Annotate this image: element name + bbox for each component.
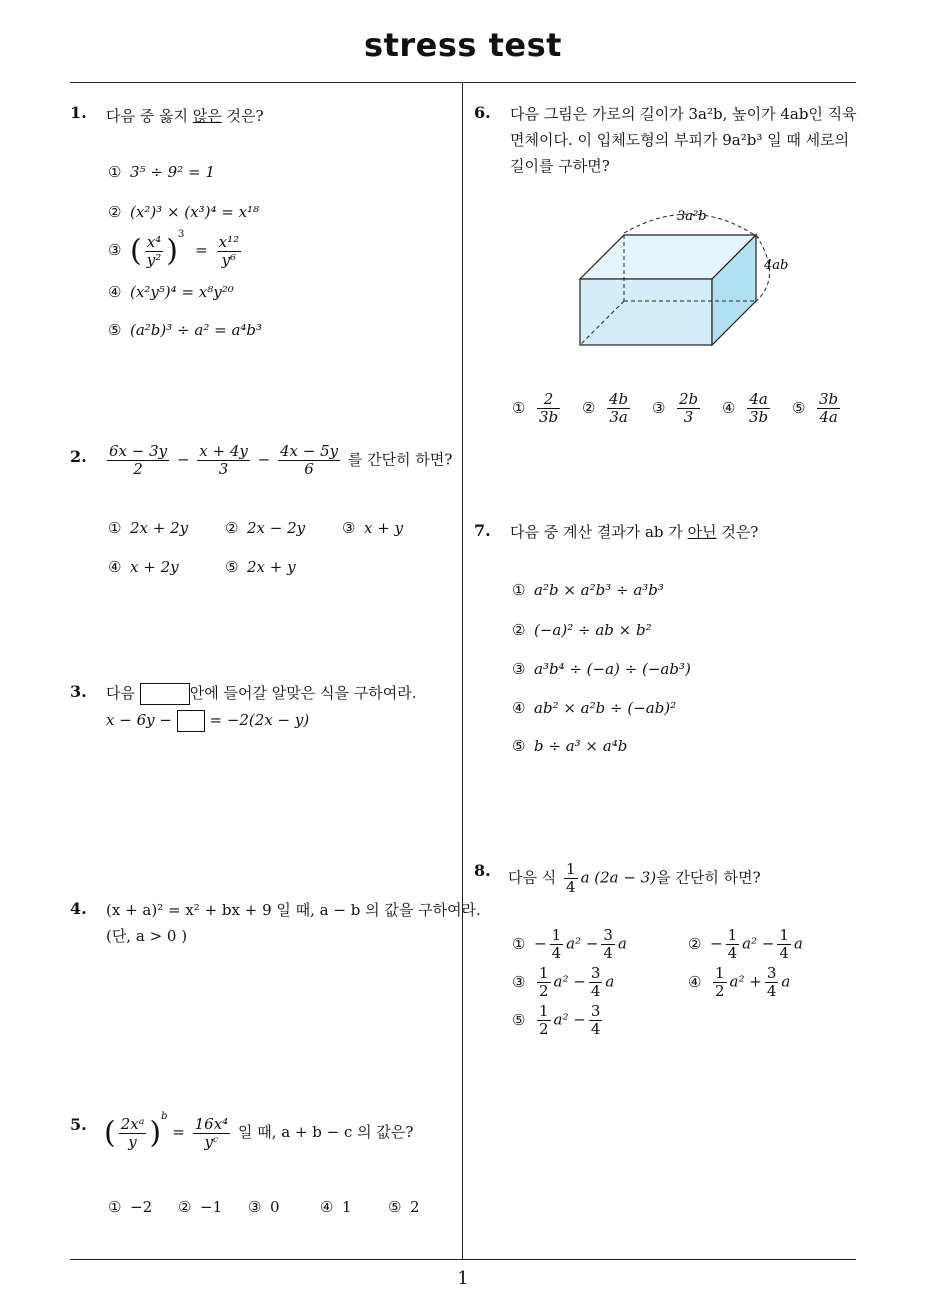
equals-sign: = — [195, 241, 208, 259]
fraction-numerator: 6x − 3y — [109, 442, 168, 460]
fraction-numerator: 16x⁴ — [194, 1114, 229, 1133]
option-mark: ⑤ — [512, 737, 526, 755]
option-mark: ③ — [342, 519, 356, 537]
fraction-denominator: 3a — [609, 408, 628, 426]
option-expression: a² − — [566, 934, 599, 953]
option-expression: ab² × a²b ÷ (−ab)² — [534, 699, 677, 717]
fraction — [107, 443, 169, 478]
fraction-denominator: yᶜ — [204, 1132, 219, 1151]
option-expression: (a²b)³ ÷ a² = a⁴b³ — [130, 321, 263, 339]
page-number: 1 — [457, 1268, 469, 1289]
fraction — [817, 391, 840, 426]
question-text — [510, 521, 758, 542]
fraction-numerator: 1 — [551, 926, 562, 944]
fraction — [217, 234, 242, 269]
option-expression: 2x + y — [247, 558, 296, 576]
option-sign: − — [534, 934, 547, 953]
option-expression: a — [605, 972, 615, 991]
question-text — [104, 1111, 413, 1151]
fraction-denominator: 2 — [539, 982, 549, 1000]
question-number: 8. — [474, 861, 491, 880]
column-divider — [462, 83, 463, 1260]
fraction-denominator: 2 — [715, 982, 725, 1000]
fraction — [726, 927, 740, 962]
option-5[interactable] — [792, 391, 843, 426]
fraction-numerator: 3 — [603, 926, 613, 944]
cuboid-front-face — [580, 279, 712, 345]
option-2[interactable] — [225, 519, 305, 537]
option-expression: −1 — [200, 1198, 223, 1216]
option-mark: ① — [512, 398, 526, 417]
paren-open: ( — [130, 233, 142, 269]
equals-sign: = — [172, 1123, 185, 1141]
option-mark: ③ — [248, 1198, 262, 1216]
top-rule — [70, 82, 856, 83]
option-mark: ② — [178, 1198, 192, 1216]
fraction-denominator: 3 — [683, 408, 694, 426]
option-4[interactable] — [722, 391, 773, 426]
fraction-numerator: 4x − 5y — [280, 442, 339, 460]
option-mark: ② — [225, 519, 239, 537]
question-text — [104, 443, 452, 478]
fraction — [601, 927, 615, 962]
question-text-part: 다음 — [106, 684, 135, 702]
option-mark: ④ — [108, 283, 122, 301]
option-1[interactable] — [512, 927, 627, 962]
figure-top-label: 3a²b — [677, 209, 707, 224]
fraction — [713, 965, 727, 1000]
option-mark: ⑤ — [792, 398, 806, 417]
question-number: 1. — [70, 103, 87, 122]
option-5[interactable] — [225, 558, 296, 576]
option-expression: 1 — [342, 1198, 352, 1216]
option-sign: − — [710, 934, 723, 953]
option-2[interactable] — [582, 391, 633, 426]
option-mark: ① — [108, 163, 122, 181]
option-expression: a² + — [729, 972, 762, 991]
option-2[interactable] — [178, 1198, 222, 1216]
fraction-denominator: y — [128, 1132, 137, 1151]
fraction-numerator: 4a — [747, 391, 770, 409]
fraction-denominator: 6 — [304, 460, 314, 478]
fraction-denominator: 3 — [218, 460, 229, 478]
paren-open: ( — [104, 1115, 116, 1151]
option-mark: ④ — [688, 972, 702, 991]
fraction-denominator: 4 — [566, 878, 576, 896]
option-expression: (−a)² ÷ ab × b² — [534, 621, 652, 639]
option-expression: (x²y⁵)⁴ = x⁸y²⁰ — [130, 283, 234, 301]
fraction — [550, 927, 564, 962]
option-expression: 0 — [270, 1198, 280, 1216]
option-4[interactable] — [320, 1198, 352, 1216]
option-mark: ③ — [108, 241, 122, 259]
question-text-part: 다음 중 옳지 — [106, 107, 193, 125]
fraction — [278, 443, 340, 478]
question-emphasis: 아닌 — [687, 523, 717, 541]
option-expression: x + 2y — [130, 558, 179, 576]
option-mark: ② — [688, 934, 702, 953]
question-emphasis: 않은 — [192, 107, 222, 125]
fraction-numerator: 2 — [537, 391, 560, 409]
option-2[interactable] — [108, 203, 259, 221]
fraction-numerator: 3 — [590, 964, 601, 982]
fraction-denominator: 4 — [766, 982, 777, 1000]
fraction — [119, 1116, 147, 1151]
bottom-rule — [70, 1259, 856, 1260]
question-text — [106, 682, 416, 705]
fraction — [747, 391, 770, 426]
equation-left: x − 6y − — [106, 711, 172, 729]
fraction — [197, 443, 250, 478]
option-5[interactable] — [512, 1003, 605, 1038]
fraction-numerator: 1 — [539, 964, 549, 982]
option-4[interactable] — [688, 965, 790, 1000]
fraction-numerator: 2xᵃ — [120, 1114, 145, 1133]
option-expression: −2 — [130, 1198, 153, 1216]
question-number: 3. — [70, 682, 87, 701]
fraction-numerator: 1 — [727, 926, 738, 944]
fraction — [589, 1003, 603, 1038]
option-mark: ⑤ — [225, 558, 239, 576]
option-1[interactable] — [108, 1198, 152, 1216]
fraction-numerator: 3 — [766, 964, 777, 982]
minus-sign: − — [257, 450, 271, 469]
fraction — [537, 965, 551, 1000]
option-mark: ⑤ — [512, 1010, 526, 1029]
question-text-part: 를 간단히 하면? — [347, 450, 453, 469]
fraction — [537, 391, 560, 426]
option-2[interactable] — [688, 927, 803, 962]
fraction-numerator: 1 — [715, 964, 725, 982]
option-expression: x + y — [364, 519, 404, 537]
cuboid-figure — [564, 203, 804, 363]
fraction-numerator: 1 — [566, 860, 576, 878]
question-text — [508, 861, 761, 896]
fraction-denominator: 2 — [133, 460, 143, 478]
equation — [106, 710, 309, 732]
page-title: stress test — [364, 26, 562, 64]
fraction — [193, 1116, 231, 1151]
question-line-3: 길이를 구하면? — [510, 157, 610, 175]
option-mark: ④ — [320, 1198, 334, 1216]
option-mark: ③ — [512, 660, 526, 678]
question-text: (x + a)² = x² + bx + 9 일 때, a − b 의 값을 구하여라. — [106, 901, 481, 919]
fraction-numerator: 1 — [539, 1002, 549, 1020]
option-expression: a² − — [553, 1010, 586, 1029]
option-mark: ⑤ — [108, 321, 122, 339]
fraction-denominator: 4 — [727, 944, 738, 962]
option-3[interactable] — [512, 965, 614, 1000]
blank-box — [140, 683, 190, 705]
fraction-denominator: 3b — [749, 408, 769, 426]
fraction — [777, 927, 791, 962]
fraction-denominator: 4 — [779, 944, 789, 962]
fraction-numerator: x¹² — [218, 232, 240, 251]
option-mark: ④ — [108, 558, 122, 576]
question-line-1: 다음 그림은 가로의 길이가 3a²b, 높이가 4ab인 직육 — [510, 105, 857, 123]
option-3[interactable] — [652, 391, 703, 426]
paren-close: ) — [166, 233, 178, 269]
option-4[interactable] — [108, 558, 179, 576]
option-expression: b ÷ a³ × a⁴b — [534, 737, 628, 755]
option-expression: (x²)³ × (x³)⁴ = x¹⁸ — [130, 203, 260, 221]
fraction — [537, 1003, 551, 1038]
question-number: 4. — [70, 899, 87, 918]
question-text-part: 을 간단히 하면? — [656, 868, 761, 887]
fraction — [765, 965, 779, 1000]
option-1[interactable] — [108, 163, 215, 181]
question-text-part: 다음 중 계산 결과가 ab 가 — [510, 523, 688, 541]
fraction-denominator: 4 — [551, 944, 562, 962]
fraction — [564, 861, 578, 896]
option-expression: a² − — [742, 934, 775, 953]
fraction-denominator: 2 — [539, 1020, 549, 1038]
question-number: 7. — [474, 521, 491, 540]
fraction — [607, 391, 630, 426]
option-mark: ② — [512, 621, 526, 639]
blank-box — [177, 710, 205, 732]
option-mark: ① — [512, 934, 526, 953]
question-line-2: 면체이다. 이 입체도형의 부피가 9a²b³ 일 때 세로의 — [510, 131, 850, 149]
option-3[interactable] — [108, 229, 244, 269]
fraction-numerator: x⁴ — [145, 234, 164, 252]
fraction — [145, 234, 164, 269]
option-5[interactable] — [512, 737, 627, 755]
fraction-denominator: y⁶ — [221, 250, 237, 269]
option-1[interactable] — [512, 581, 664, 599]
fraction-numerator: 2b — [679, 390, 699, 408]
option-2[interactable] — [512, 621, 652, 639]
option-expression: a² − — [553, 972, 586, 991]
question-condition: (단, a > 0 ) — [106, 927, 188, 945]
figure-side-label: 4ab — [764, 258, 789, 273]
option-mark: ③ — [512, 972, 526, 991]
option-expression: 3⁵ ÷ 9² = 1 — [130, 163, 215, 181]
option-mark: ① — [108, 1198, 122, 1216]
option-1[interactable] — [108, 519, 188, 537]
fraction-numerator: 3 — [590, 1002, 601, 1020]
fraction-denominator: y² — [146, 250, 162, 269]
exponent: 3 — [177, 229, 185, 240]
fraction-denominator: 4a — [819, 408, 838, 426]
question-text — [106, 103, 466, 129]
option-mark: ② — [108, 203, 122, 221]
option-expression: a — [793, 934, 803, 953]
option-mark: ④ — [722, 398, 736, 417]
fraction-denominator: 3b — [539, 408, 559, 426]
fraction-numerator: 3b — [819, 390, 839, 408]
fraction — [677, 391, 700, 426]
option-4[interactable] — [512, 699, 676, 717]
fraction-numerator: x + 4y — [199, 442, 248, 460]
option-5[interactable] — [388, 1198, 420, 1216]
fraction-denominator: 4 — [590, 982, 601, 1000]
exponent: b — [161, 1111, 168, 1122]
option-mark: ② — [582, 398, 596, 417]
question-expression: a (2a − 3) — [580, 868, 657, 887]
option-mark: ⑤ — [388, 1198, 402, 1216]
fraction-numerator: 4b — [609, 390, 629, 408]
fraction — [589, 965, 603, 1000]
question-text-part: 안에 들어갈 알맞은 식을 구하여라. — [189, 684, 417, 702]
option-mark: ③ — [652, 398, 666, 417]
fraction-numerator: 1 — [779, 926, 789, 944]
option-expression: a — [781, 972, 791, 991]
option-3[interactable] — [248, 1198, 280, 1216]
option-mark: ① — [108, 519, 122, 537]
paren-close: ) — [149, 1115, 162, 1151]
option-expression: a — [617, 934, 627, 953]
option-expression: 2x + 2y — [130, 519, 189, 537]
fraction-denominator: 4 — [603, 944, 613, 962]
option-expression: a²b × a²b³ ÷ a³b³ — [534, 581, 664, 599]
question-text-part: 다음 식 — [508, 868, 557, 887]
question-number: 2. — [70, 447, 87, 466]
equation-right: = −2(2x − y) — [209, 711, 310, 729]
option-expression: a³b⁴ ÷ (−a) ÷ (−ab³) — [534, 660, 691, 678]
option-expression: 2x − 2y — [247, 519, 306, 537]
question-text-part: 것은? — [221, 107, 264, 125]
option-expression: 2 — [410, 1198, 420, 1216]
option-5[interactable] — [108, 321, 262, 339]
question-text-part: 일 때, a + b − c 의 값은? — [237, 1123, 414, 1141]
question-text-part: 것은? — [716, 523, 759, 541]
option-4[interactable] — [108, 283, 234, 301]
minus-sign: − — [176, 450, 190, 469]
option-3[interactable] — [342, 519, 403, 537]
option-mark: ① — [512, 581, 526, 599]
question-number: 5. — [70, 1115, 87, 1134]
option-3[interactable] — [512, 660, 691, 678]
option-1[interactable] — [512, 391, 563, 426]
option-mark: ④ — [512, 699, 526, 717]
fraction-denominator: 4 — [590, 1020, 601, 1038]
question-number: 6. — [474, 103, 491, 122]
